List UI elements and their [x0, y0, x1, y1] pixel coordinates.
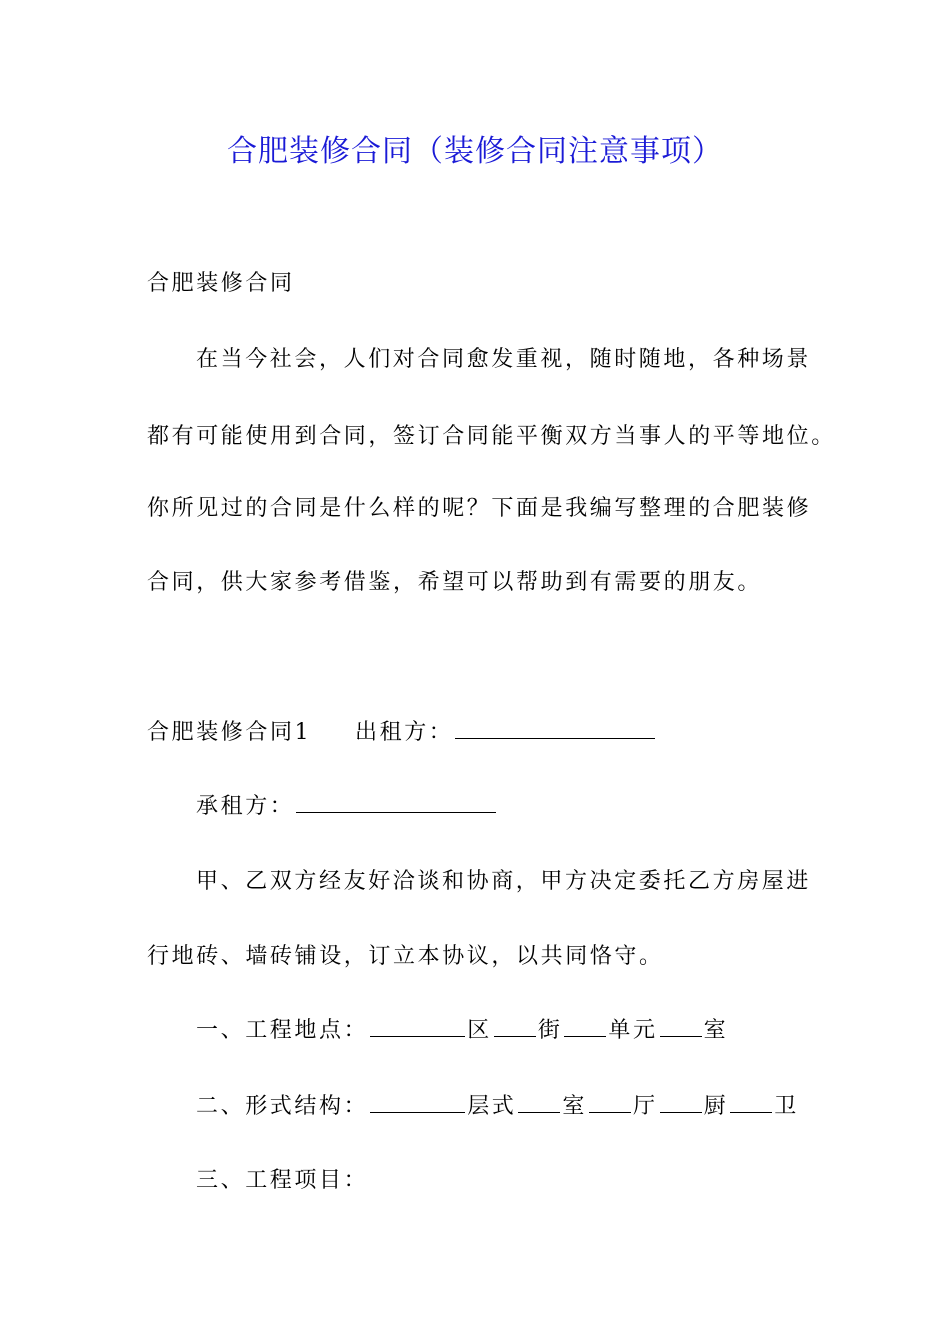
agreement-line-1: 甲、乙双方经友好洽谈和协商，甲方决定委托乙方房屋进: [196, 869, 812, 894]
location-room: 室: [703, 1018, 729, 1043]
location-label: 一、工程地点：: [196, 1018, 369, 1043]
lessee-label: 承租方：: [196, 794, 295, 819]
lessee-line: [196, 791, 498, 823]
location-blank-1: [370, 1016, 465, 1037]
lessor-line: [355, 717, 657, 749]
structure-blank-5: [730, 1092, 772, 1113]
structure-blank-3: [589, 1092, 631, 1113]
contract-1-label: 合肥装修合同1: [147, 720, 312, 745]
intro-line-1: 在当今社会，人们对合同愈发重视，随时随地，各种场景: [196, 347, 812, 372]
agreement-line-2: 行地砖、墙砖铺设，订立本协议，以共同恪守。: [147, 944, 664, 969]
location-line: [196, 1015, 728, 1047]
lessee-blank: [296, 792, 496, 813]
structure-blank-1: [370, 1092, 465, 1113]
location-street: 街: [537, 1018, 563, 1043]
structure-blank-2: [518, 1092, 560, 1113]
structure-blank-4: [660, 1092, 702, 1113]
intro-line-2: 都有可能使用到合同，签订合同能平衡双方当事人的平等地位。: [147, 424, 836, 449]
lessor-blank: [455, 718, 655, 739]
lessor-label: 出租方：: [355, 720, 454, 745]
intro-line-4: 合同，供大家参考借鉴，希望可以帮助到有需要的朋友。: [147, 570, 763, 595]
document-title: 合肥装修合同（装修合同注意事项）: [227, 134, 723, 169]
structure-hall: 厅: [633, 1094, 658, 1119]
location-district: 区: [467, 1018, 492, 1043]
location-blank-4: [660, 1016, 702, 1037]
structure-bath: 卫: [774, 1094, 799, 1119]
project-label: 三、工程项目：: [196, 1168, 369, 1193]
structure-label: 二、形式结构：: [196, 1094, 369, 1119]
location-unit: 单元: [608, 1018, 658, 1043]
section-heading: 合肥装修合同: [147, 271, 295, 296]
location-blank-3: [564, 1016, 606, 1037]
structure-kitchen: 厨: [703, 1094, 729, 1119]
structure-floor: 层式: [467, 1094, 517, 1119]
location-blank-2: [494, 1016, 536, 1037]
structure-line: [196, 1091, 799, 1123]
structure-room: 室: [562, 1094, 588, 1119]
intro-line-3: 你所见过的合同是什么样的呢？下面是我编写整理的合肥装修: [147, 496, 812, 521]
